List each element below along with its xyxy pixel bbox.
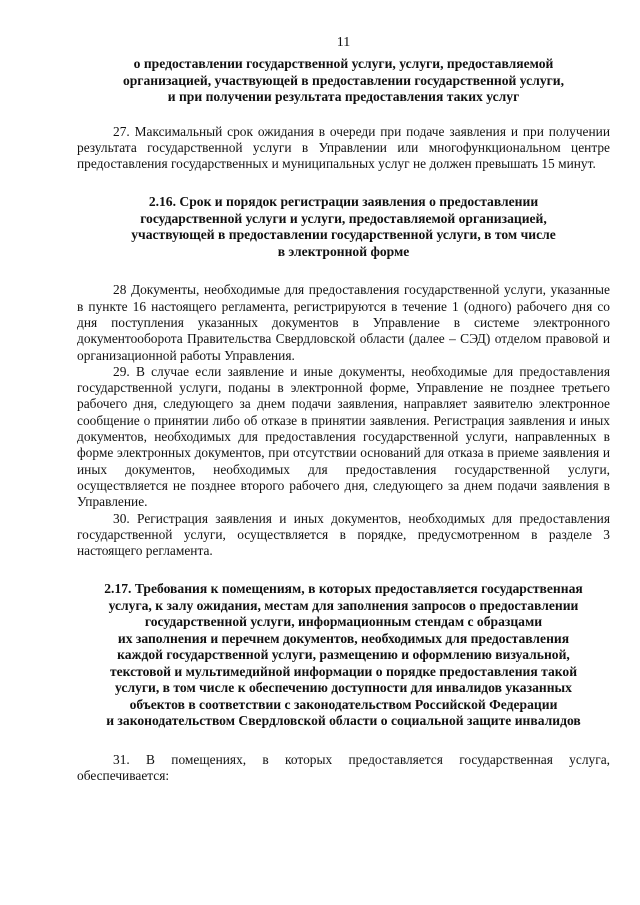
paragraph-29: 29. В случае если заявление и иные документы, необходимые для предоставления государственной услуги, поданы в электронной форме, Управление не позднее третьего рабочего дня, следующего за днем подачи заявления, направляет заявителю электронное сообщение о принятии либо об отказе в принятии заявления. Регистрация заявления и иных документов, необходимых для предоставления государственной услуги, направленных в форме электронных документов, при отсутствии оснований для отказа в приеме заявления и иных документов, необходимых для предоставления государственной услуги, осуществляется не позднее второго рабочего дня, следующего за днем подачи заявления в Управление.	[77, 363, 610, 510]
paragraph-28: 28 Документы, необходимые для предоставления государственной услуги, указанные в пункте 16 настоящего регламента, регистрируются в течение 1 (одного) рабочего дня со дня поступления указанных документов в Управление в системе электронного документооборота Правительства Свердловской области (далее – СЭД) отделом правовой и организационной работы Управления.	[77, 282, 610, 363]
paragraph-30: 30. Регистрация заявления и иных документов, необходимых для предоставления государственной услуги, осуществляется в порядке, предусмотренном в разделе 3 настоящего регламента.	[77, 510, 610, 559]
section-heading-2-16	[77, 194, 610, 260]
section-heading-line: каждой государственной услуги, размещению и оформлению визуальной,	[117, 647, 570, 663]
section-heading-line: в электронной форме	[277, 243, 410, 259]
section-heading-line: государственной услуги, информационным стендам с образцами	[144, 614, 543, 630]
section-heading-line: объектов в соответствии с законодательством Российской Федерации	[129, 696, 558, 712]
document-page	[77, 34, 610, 785]
paragraph-27: 27. Максимальный срок ожидания в очереди при подаче заявления и при получении результата государственной услуги в Управлении или многофункциональном центре предоставления государственных и муниципальных услуг не должен превышать 15 минут.	[77, 123, 610, 172]
intro-heading	[77, 56, 610, 106]
section-heading-line: и законодательством Свердловской области о социальной защите инвалидов	[106, 713, 581, 729]
section-heading-line: их заполнения и перечнем документов, необходимых для предоставления	[117, 630, 570, 646]
section-heading-line: участвующей в предоставлении государственной услуги, в том числе	[131, 227, 556, 243]
section-heading-line: услуги, в том числе к обеспечению доступности для инвалидов указанных	[115, 680, 572, 696]
section-heading-line: текстовой и мультимедийной информации о порядке предоставления такой	[109, 663, 578, 679]
intro-heading-line: о предоставлении государственной услуги, услуги, предоставляемой	[133, 56, 554, 71]
intro-heading-line: и при получении результата предоставления таких услуг	[167, 89, 520, 104]
section-heading-line: услуга, к залу ожидания, местам для заполнения запросов о предоставлении	[108, 597, 579, 613]
paragraph-31: 31. В помещениях, в которых предоставляется государственная услуга, обеспечивается:	[77, 751, 610, 784]
section-heading-line: 2.16. Срок и порядок регистрации заявления о предоставлении	[148, 194, 539, 210]
section-heading-line: 2.17. Требования к помещениям, в которых предоставляется государственная	[104, 581, 583, 597]
section-heading-line: государственной услуги и услуги, предоставляемой организацией,	[140, 210, 547, 226]
intro-heading-line: организацией, участвующей в предоставлении государственной услуги,	[122, 72, 565, 88]
page-number: 11	[336, 35, 351, 50]
section-heading-2-17	[77, 581, 610, 730]
